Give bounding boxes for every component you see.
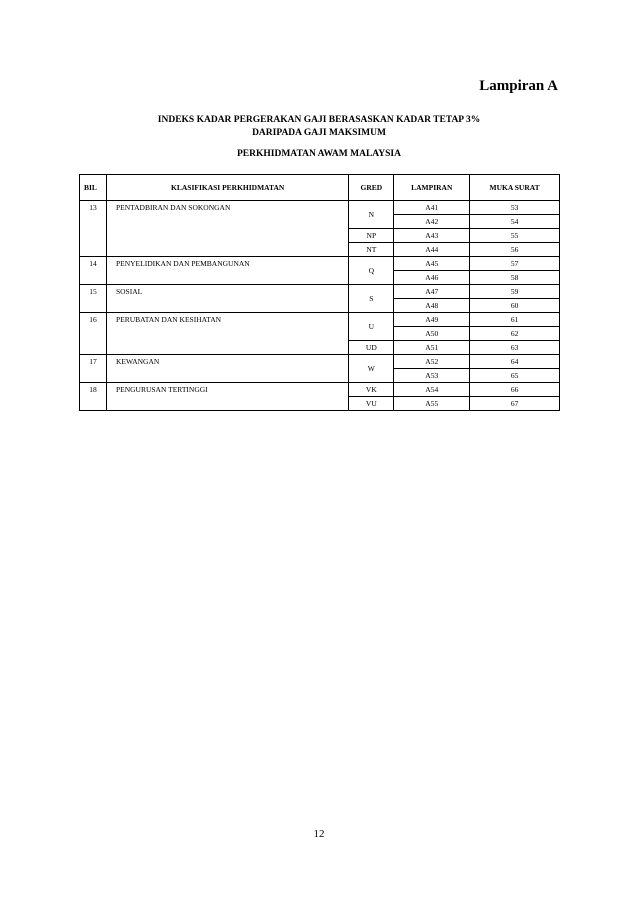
header-gred: GRED	[349, 175, 394, 201]
document-title	[0, 114, 638, 140]
cell-lampiran: A41	[394, 201, 470, 215]
cell-gred: U	[349, 313, 394, 341]
cell-muka-surat: 59	[470, 285, 560, 299]
cell-muka-surat: 65	[470, 369, 560, 383]
cell-gred: Q	[349, 257, 394, 285]
title-line-2: DARIPADA GAJI MAKSIMUM	[252, 128, 386, 138]
cell-gred: N	[349, 201, 394, 229]
cell-muka-surat: 60	[470, 299, 560, 313]
table-row	[80, 285, 560, 299]
cell-lampiran: A49	[394, 313, 470, 327]
cell-lampiran: A50	[394, 327, 470, 341]
cell-bil: 14	[80, 257, 107, 285]
table-header-row	[80, 175, 560, 201]
classification-table	[79, 174, 560, 411]
cell-gred: UD	[349, 341, 394, 355]
cell-bil: 16	[80, 313, 107, 355]
cell-muka-surat: 63	[470, 341, 560, 355]
cell-muka-surat: 58	[470, 271, 560, 285]
cell-muka-surat: 61	[470, 313, 560, 327]
cell-lampiran: A45	[394, 257, 470, 271]
cell-lampiran: A52	[394, 355, 470, 369]
table-row	[80, 383, 560, 397]
cell-gred: VK	[349, 383, 394, 397]
table-row	[80, 257, 560, 271]
cell-lampiran: A46	[394, 271, 470, 285]
cell-muka-surat: 67	[470, 397, 560, 411]
cell-muka-surat: 57	[470, 257, 560, 271]
cell-klasifikasi: PENGURUSAN TERTINGGI	[106, 383, 348, 411]
cell-muka-surat: 62	[470, 327, 560, 341]
cell-muka-surat: 55	[470, 229, 560, 243]
cell-muka-surat: 54	[470, 215, 560, 229]
document-subtitle: PERKHIDMATAN AWAM MALAYSIA	[237, 149, 401, 159]
header-lampiran: LAMPIRAN	[394, 175, 470, 201]
cell-gred: W	[349, 355, 394, 383]
cell-lampiran: A53	[394, 369, 470, 383]
cell-gred: NT	[349, 243, 394, 257]
cell-bil: 17	[80, 355, 107, 383]
cell-muka-surat: 66	[470, 383, 560, 397]
cell-gred: S	[349, 285, 394, 313]
cell-lampiran: A55	[394, 397, 470, 411]
cell-lampiran: A48	[394, 299, 470, 313]
cell-gred: NP	[349, 229, 394, 243]
cell-lampiran: A43	[394, 229, 470, 243]
table-body	[80, 201, 560, 411]
cell-lampiran: A47	[394, 285, 470, 299]
cell-lampiran: A42	[394, 215, 470, 229]
cell-lampiran: A54	[394, 383, 470, 397]
cell-klasifikasi: PERUBATAN DAN KESIHATAN	[106, 313, 348, 355]
title-line-1: INDEKS KADAR PERGERAKAN GAJI BERASASKAN KADAR TETAP 3%	[157, 115, 481, 125]
cell-klasifikasi: KEWANGAN	[106, 355, 348, 383]
cell-bil: 15	[80, 285, 107, 313]
header-klasifikasi: KLASIFIKASI PERKHIDMATAN	[106, 175, 348, 201]
cell-muka-surat: 64	[470, 355, 560, 369]
table-row	[80, 313, 560, 327]
table-row	[80, 201, 560, 215]
table-row	[80, 355, 560, 369]
cell-bil: 13	[80, 201, 107, 257]
cell-klasifikasi: SOSIAL	[106, 285, 348, 313]
cell-muka-surat: 56	[470, 243, 560, 257]
cell-lampiran: A44	[394, 243, 470, 257]
page-number: 12	[313, 828, 325, 840]
cell-klasifikasi: PENTADBIRAN DAN SOKONGAN	[106, 201, 348, 257]
cell-lampiran: A51	[394, 341, 470, 355]
header-bil: BIL	[80, 175, 107, 201]
header-muka-surat: MUKA SURAT	[470, 175, 560, 201]
lampiran-label: Lampiran A	[479, 78, 558, 94]
cell-gred: VU	[349, 397, 394, 411]
cell-muka-surat: 53	[470, 201, 560, 215]
cell-bil: 18	[80, 383, 107, 411]
cell-klasifikasi: PENYELIDIKAN DAN PEMBANGUNAN	[106, 257, 348, 285]
